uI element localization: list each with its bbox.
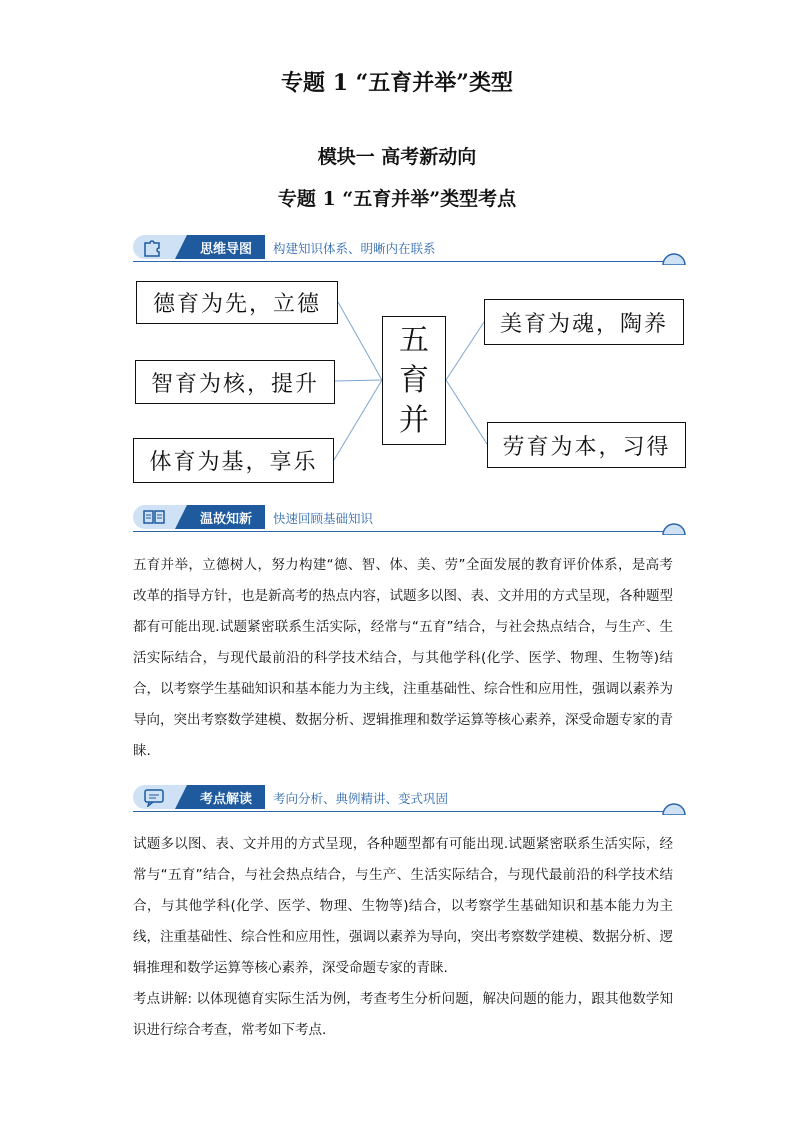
mindmap-center-node <box>382 316 446 445</box>
section-banner-analysis <box>133 783 686 815</box>
analysis-note: 考点讲解: 以体现德育实际生活为例，考查考生分析问题，解决问题的能力，跟其他数学知识进行综合考查，常考如下考点. <box>133 991 673 1038</box>
analysis-text: 试题多以图、表、文并用的方式呈现，各种题型都有可能出现.试题紧密联系生活实际，经常与“五育”结合，与社会热点结合，与生产、生活实际结合，与现代最前沿的科学技术结合，与其他学科(化学、医学、物理、生物等)结合，以考察学生基础知识和基本能力为主线，注重基础性、综合性和应用性，强调以素养为导向，突出考察数学建模、数据分析、逻辑推理和数学运算等核心素养，深受命题专家的青睐. <box>133 836 673 976</box>
mindmap-node-labor: 劳育为本，习得 <box>487 422 686 468</box>
overview-paragraph <box>133 550 673 767</box>
page-title: 专题 1 “五育并举”类型 <box>281 70 513 96</box>
center-char: 育 <box>399 362 429 398</box>
analysis-paragraph <box>133 829 673 1046</box>
corner-arc-icon <box>662 521 686 535</box>
center-char: 五 <box>399 322 429 358</box>
mindmap-node-aesthetic: 美育为魂，陶养 <box>484 299 684 345</box>
mindmap-node-moral: 德育为先，立德 <box>136 281 338 324</box>
section-tab-label: 考点解读 <box>199 792 252 807</box>
topic-title: 专题 1 “五育并举”类型考点 <box>277 188 517 210</box>
mindmap-node-intellect: 智育为核，提升 <box>135 360 335 404</box>
section-tab-label: 思维导图 <box>199 242 252 257</box>
center-char: 并 <box>399 402 429 438</box>
section-description: 快速回顾基础知识 <box>273 511 374 526</box>
section-description: 构建知识体系、明晰内在联系 <box>273 241 436 256</box>
book-icon <box>141 507 167 527</box>
section-banner-review <box>133 503 686 535</box>
corner-arc-icon <box>662 801 686 815</box>
chat-icon <box>141 787 167 807</box>
overview-text: 五育并举，立德树人，努力构建“德、智、体、美、劳”全面发展的教育评价体系，是高考改革的指导方针，也是新高考的热点内容，试题多以图、表、文并用的方式呈现，各种题型都有可能出现.试题紧密联系生活实际，经常与“五育”结合，与社会热点结合，与生产、生活实际结合，与现代最前沿的科学技术结合，与其他学科(化学、医学、物理、生物等)结合，以考察学生基础知识和基本能力为主线，注重基础性、综合性和应用性，强调以素养为导向，突出考察数学建模、数据分析、逻辑推理和数学运算等核心素养，深受命题专家的青睐. <box>133 557 673 759</box>
section-tab-label: 温故知新 <box>199 512 252 527</box>
module-title: 模块一 高考新动向 <box>317 146 477 168</box>
mindmap-node-physical: 体育为基，享乐 <box>133 438 334 483</box>
section-description: 考向分析、典例精讲、变式巩固 <box>273 791 449 806</box>
